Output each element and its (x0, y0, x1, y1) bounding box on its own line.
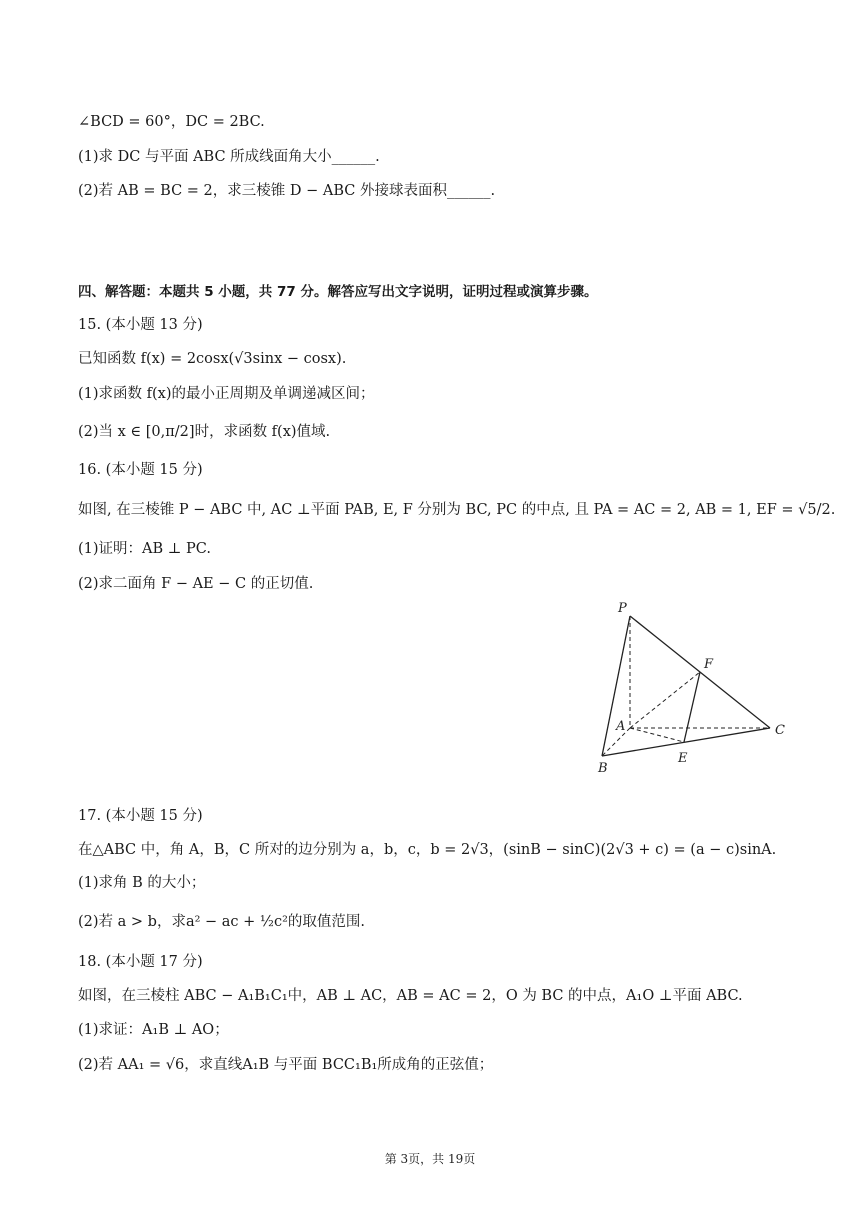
label-A: A (616, 719, 626, 734)
text-line: (1)求角 B 的大小； (78, 875, 206, 891)
label-E: E (678, 751, 688, 766)
label-B: B (598, 761, 608, 776)
question-header: 18. (本小题 17 分) (78, 954, 203, 970)
text-line: (2)求二面角 F − AE − C 的正切值. (78, 576, 314, 592)
text-line: (2)若 AA₁ = √6，求直线A₁B 与平面 BCC₁B₁所成角的正弦值； (78, 1057, 494, 1073)
text-line: (2)若 a > b，求a² − ac + ½c²的取值范围. (78, 914, 365, 930)
edge-PB (602, 616, 630, 756)
text-line: (2)当 x ∈ [0,π/2]时，求函数 f(x)值域. (78, 424, 331, 440)
text-line: (1)求证：A₁B ⊥ AO； (78, 1022, 229, 1038)
text-line: 在△ABC 中，角 A，B，C 所对的边分别为 a，b，c，b = 2√3，(sinB − sinC)(2√3 + c) = (a − c)sinA. (78, 842, 777, 858)
text-line: 如图，在三棱柱 ABC − A₁B₁C₁中，AB ⊥ AC，AB = AC = 2，O 为 BC 的中点，A₁O ⊥平面 ABC. (78, 988, 743, 1004)
text-line: (1)求函数 f(x)的最小正周期及单调递减区间； (78, 386, 375, 402)
question-header: 17. (本小题 15 分) (78, 808, 203, 824)
text-line: (2)若 AB = BC = 2，求三棱锥 D − ABC 外接球表面积______. (78, 183, 496, 199)
section-heading: 四、解答题：本题共 5 小题，共 77 分。解答应写出文字说明，证明过程或演算步骤。 (78, 284, 598, 300)
label-C: C (775, 723, 785, 738)
edge-AE (630, 728, 684, 742)
text-line: (1)证明：AB ⊥ PC. (78, 541, 211, 557)
question-header: 15. (本小题 13 分) (78, 317, 203, 333)
question-header: 16. (本小题 15 分) (78, 462, 203, 478)
label-F: F (704, 657, 714, 672)
text-line: (1)求 DC 与平面 ABC 所成线面角大小______. (78, 149, 380, 165)
text-line: ∠BCD = 60°，DC = 2BC. (78, 114, 265, 130)
page-footer: 第 3页，共 19页 (384, 1152, 476, 1166)
label-P: P (618, 601, 627, 616)
text-line: 如图, 在三棱锥 P − ABC 中, AC ⊥平面 PAB, E, F 分别为 BC, PC 的中点, 且 PA = AC = 2, AB = 1, EF = √5/2. (78, 502, 836, 518)
tetrahedron-figure (600, 596, 800, 776)
text-line: 已知函数 f(x) = 2cosx(√3sinx − cosx). (78, 351, 347, 367)
